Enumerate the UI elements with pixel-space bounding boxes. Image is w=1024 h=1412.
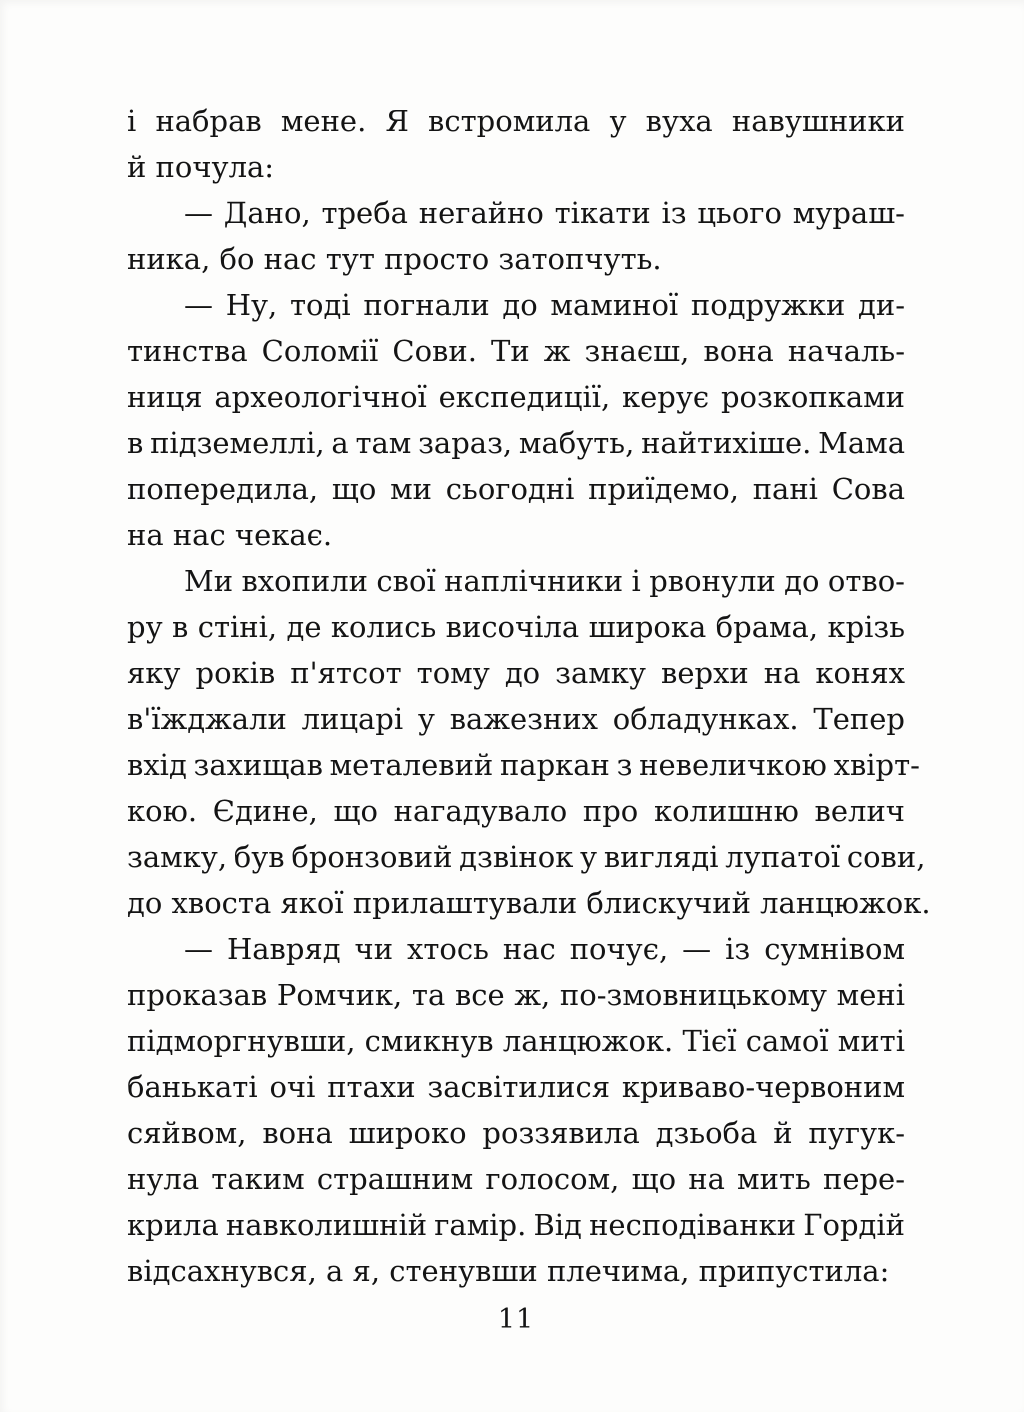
text-line-content: тинства Соломії Сови. Ти ж знаєш, вона началь- bbox=[127, 334, 906, 368]
text-line bbox=[127, 604, 905, 650]
text-line bbox=[127, 1064, 905, 1110]
text-line bbox=[127, 236, 905, 282]
text-line-content: підморгнувши, смикнув ланцюжок. Тієї самої миті bbox=[127, 1024, 906, 1058]
text-line bbox=[127, 190, 905, 236]
text-line bbox=[127, 880, 931, 926]
text-line bbox=[127, 926, 905, 972]
text-line bbox=[127, 1110, 905, 1156]
text-line-content: ника, бо нас тут просто затопчуть. bbox=[127, 242, 662, 276]
text-line bbox=[127, 1018, 905, 1064]
text-line bbox=[127, 328, 905, 374]
text-line bbox=[127, 512, 905, 558]
text-line-content: крила навколишній гамір. Від несподіванки Гордій bbox=[127, 1208, 905, 1242]
text-line bbox=[127, 374, 905, 420]
page-text bbox=[127, 98, 931, 1294]
text-line-content: вхід захищав металевий паркан з невеличкою хвірт- bbox=[127, 748, 920, 782]
text-line-content: відсахнувся, а я, стенувши плечима, припустила: bbox=[127, 1254, 890, 1288]
text-line bbox=[127, 1202, 905, 1248]
text-line bbox=[127, 98, 905, 144]
text-line-content: банькаті очі птахи засвітилися криваво-червоним bbox=[127, 1070, 906, 1104]
text-line-content: в'їжджали лицарі у важезних обладунках. Тепер bbox=[127, 702, 905, 736]
text-line bbox=[127, 282, 905, 328]
text-line-content: попередила, що ми сьогодні приїдемо, пані Сова bbox=[127, 472, 905, 506]
text-line bbox=[127, 696, 905, 742]
text-line-content: й почула: bbox=[127, 150, 275, 184]
text-line bbox=[127, 650, 905, 696]
text-line bbox=[127, 742, 920, 788]
page-number: 11 bbox=[497, 1304, 535, 1335]
text-line-content: замку, був бронзовий дзвінок у вигляді лупатої сови, bbox=[127, 840, 926, 874]
text-line-content: проказав Ромчик, та все ж, по-змовницькому мені bbox=[127, 978, 905, 1012]
text-line-content: нула таким страшним голосом, що на мить пере- bbox=[127, 1162, 906, 1196]
text-line bbox=[127, 788, 905, 834]
text-line bbox=[127, 1156, 905, 1202]
text-line-content: — Ну, тоді погнали до маминої подружки ди- bbox=[184, 288, 906, 322]
text-line bbox=[127, 466, 905, 512]
text-line bbox=[127, 144, 905, 190]
text-line-content: — Навряд чи хтось нас почує, — із сумнівом bbox=[184, 932, 906, 966]
text-line bbox=[127, 834, 926, 880]
text-line-content: і набрав мене. Я встромила у вуха навушники bbox=[127, 104, 905, 138]
text-line-content: яку років п'ятсот тому до замку верхи на конях bbox=[127, 656, 905, 690]
text-line-content: кою. Єдине, що нагадувало про колишню велич bbox=[127, 794, 905, 828]
text-line bbox=[127, 972, 905, 1018]
text-line bbox=[127, 558, 905, 604]
text-line-content: сяйвом, вона широко роззявила дзьоба й пугук- bbox=[127, 1116, 906, 1150]
text-line bbox=[127, 420, 905, 466]
text-line bbox=[127, 1248, 905, 1294]
text-line-content: — Дано, треба негайно тікати із цього мураш- bbox=[184, 196, 905, 230]
text-line-content: до хвоста якої прилаштували блискучий ланцюжок. bbox=[127, 886, 931, 920]
text-line-content: Ми вхопили свої наплічники і рвонули до отво- bbox=[184, 564, 905, 598]
text-line-content: на нас чекає. bbox=[127, 518, 333, 552]
text-line-content: ниця археологічної експедиції, керує розкопками bbox=[127, 380, 906, 414]
text-line-content: ру в стіні, де колись височіла широка брама, крізь bbox=[127, 610, 906, 644]
text-line-content: в підземеллі, а там зараз, мабуть, найтихіше. Мама bbox=[127, 426, 905, 460]
